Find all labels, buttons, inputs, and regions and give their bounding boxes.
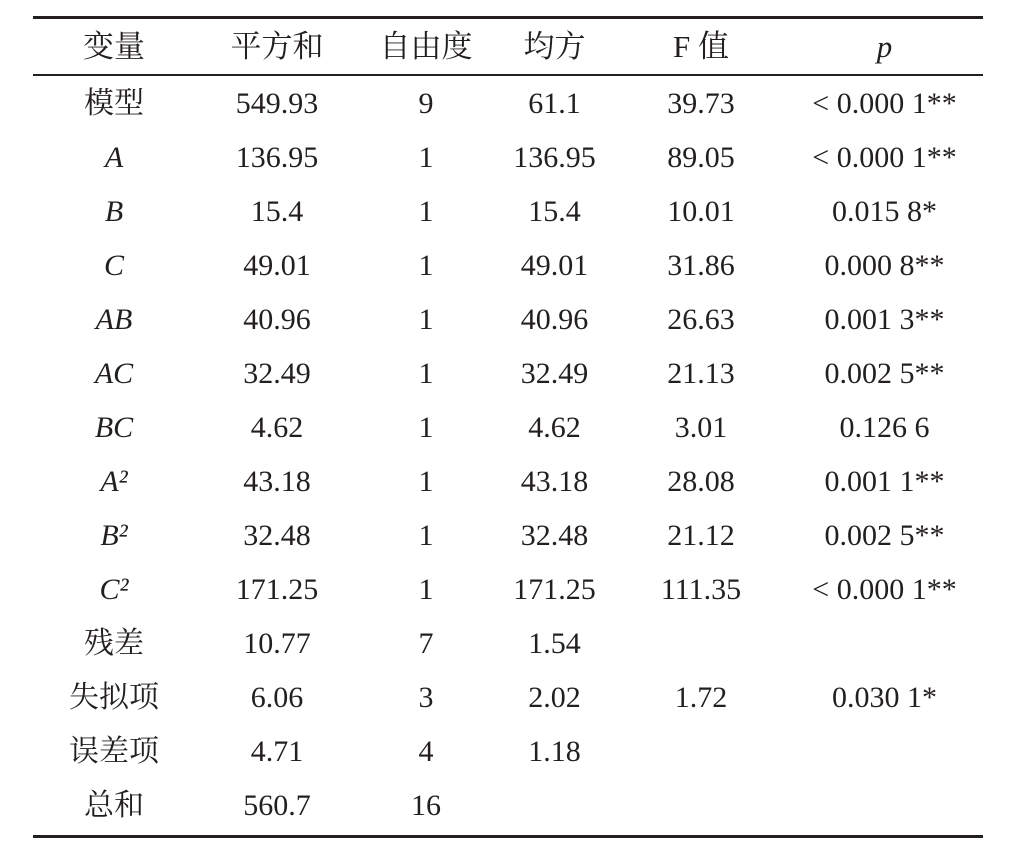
cell-variable: 总和 bbox=[84, 789, 144, 822]
cell-p-value: 0.000 8** bbox=[824, 249, 945, 282]
table-row bbox=[33, 185, 983, 239]
table-row bbox=[33, 401, 983, 455]
cell-degrees-of-freedom: 1 bbox=[418, 195, 434, 228]
cell-p-value: 0.001 3** bbox=[824, 303, 945, 336]
cell-variable: C bbox=[103, 249, 124, 282]
table-row bbox=[33, 77, 983, 131]
bottom-rule bbox=[33, 835, 983, 838]
cell-p-value: 0.001 1** bbox=[824, 465, 945, 498]
cell-variable: A bbox=[104, 141, 124, 174]
cell-sum-of-squares: 560.7 bbox=[243, 789, 311, 822]
cell-mean-square: 32.49 bbox=[520, 357, 589, 390]
cell-mean-square: 49.01 bbox=[520, 249, 589, 282]
cell-f-value: 3.01 bbox=[674, 411, 728, 444]
cell-p-value: < 0.000 1** bbox=[812, 141, 957, 174]
cell-p-value: < 0.000 1** bbox=[812, 573, 957, 606]
header-f-value: F 值 bbox=[673, 29, 729, 64]
cell-variable: 误差项 bbox=[69, 735, 159, 768]
table-body bbox=[33, 76, 983, 835]
cell-degrees-of-freedom: 7 bbox=[418, 627, 434, 660]
header-variable: 变量 bbox=[83, 29, 145, 64]
cell-p-value: 0.002 5** bbox=[824, 357, 945, 390]
cell-sum-of-squares: 49.01 bbox=[243, 249, 311, 282]
cell-degrees-of-freedom: 16 bbox=[411, 789, 441, 822]
cell-degrees-of-freedom: 1 bbox=[418, 465, 434, 498]
cell-sum-of-squares: 136.95 bbox=[235, 141, 319, 174]
table-row bbox=[33, 779, 983, 833]
cell-degrees-of-freedom: 1 bbox=[418, 573, 434, 606]
cell-degrees-of-freedom: 1 bbox=[418, 303, 434, 336]
cell-mean-square: 15.4 bbox=[528, 195, 581, 228]
cell-p-value: 0.015 8* bbox=[832, 195, 937, 228]
cell-mean-square: 136.95 bbox=[513, 141, 596, 174]
cell-sum-of-squares: 549.93 bbox=[235, 87, 319, 120]
cell-degrees-of-freedom: 1 bbox=[418, 519, 434, 552]
cell-sum-of-squares: 10.77 bbox=[243, 627, 311, 660]
table-row bbox=[33, 563, 983, 617]
cell-sum-of-squares: 15.4 bbox=[250, 195, 304, 228]
cell-variable: A² bbox=[100, 465, 128, 498]
cell-degrees-of-freedom: 1 bbox=[418, 357, 434, 390]
cell-p-value: 0.030 1* bbox=[832, 681, 937, 714]
cell-p-value: < 0.000 1** bbox=[812, 87, 957, 120]
table-row bbox=[33, 347, 983, 401]
cell-degrees-of-freedom: 3 bbox=[418, 681, 434, 714]
header-row bbox=[33, 19, 983, 74]
cell-variable: C² bbox=[99, 573, 129, 606]
cell-mean-square: 2.02 bbox=[528, 681, 581, 714]
cell-degrees-of-freedom: 9 bbox=[418, 87, 434, 120]
cell-mean-square: 43.18 bbox=[520, 465, 589, 498]
cell-mean-square: 1.54 bbox=[528, 627, 581, 660]
table-row bbox=[33, 725, 983, 779]
anova-table bbox=[33, 16, 983, 838]
cell-sum-of-squares: 43.18 bbox=[243, 465, 311, 498]
cell-variable: AB bbox=[95, 303, 133, 336]
cell-p-value: 0.126 6 bbox=[839, 411, 930, 444]
table-row bbox=[33, 131, 983, 185]
cell-sum-of-squares: 171.25 bbox=[235, 573, 319, 606]
cell-f-value: 1.72 bbox=[674, 681, 728, 714]
table-row bbox=[33, 455, 983, 509]
cell-sum-of-squares: 32.49 bbox=[243, 357, 311, 390]
cell-degrees-of-freedom: 1 bbox=[418, 411, 434, 444]
table-row bbox=[33, 239, 983, 293]
header-sum-of-squares: 平方和 bbox=[230, 29, 324, 64]
cell-sum-of-squares: 6.06 bbox=[250, 681, 304, 714]
cell-variable: 残差 bbox=[84, 627, 144, 660]
cell-variable: 失拟项 bbox=[69, 681, 159, 714]
table-row bbox=[33, 671, 983, 725]
cell-variable: B² bbox=[100, 519, 128, 552]
cell-p-value: 0.002 5** bbox=[824, 519, 945, 552]
table-row bbox=[33, 293, 983, 347]
table-row bbox=[33, 509, 983, 563]
cell-degrees-of-freedom: 1 bbox=[418, 249, 434, 282]
cell-mean-square: 40.96 bbox=[520, 303, 589, 336]
cell-f-value: 10.01 bbox=[667, 195, 735, 228]
cell-variable: AC bbox=[94, 357, 134, 390]
cell-variable: BC bbox=[94, 411, 134, 444]
cell-f-value: 89.05 bbox=[667, 141, 735, 174]
cell-sum-of-squares: 4.62 bbox=[250, 411, 304, 444]
cell-mean-square: 61.1 bbox=[528, 87, 581, 120]
cell-mean-square: 1.18 bbox=[528, 735, 581, 768]
cell-sum-of-squares: 4.71 bbox=[250, 735, 304, 768]
cell-f-value: 21.12 bbox=[667, 519, 735, 552]
cell-variable: B bbox=[104, 195, 124, 228]
cell-sum-of-squares: 32.48 bbox=[243, 519, 311, 552]
header-degrees-of-freedom: 自由度 bbox=[379, 29, 473, 64]
cell-f-value: 31.86 bbox=[667, 249, 735, 282]
cell-mean-square: 171.25 bbox=[513, 573, 596, 606]
table-row bbox=[33, 617, 983, 671]
cell-mean-square: 32.48 bbox=[520, 519, 589, 552]
cell-f-value: 26.63 bbox=[667, 303, 735, 336]
cell-f-value: 28.08 bbox=[667, 465, 735, 498]
cell-sum-of-squares: 40.96 bbox=[243, 303, 311, 336]
cell-degrees-of-freedom: 1 bbox=[418, 141, 434, 174]
cell-degrees-of-freedom: 4 bbox=[418, 735, 434, 768]
header-p-value: p bbox=[876, 29, 893, 64]
cell-variable: 模型 bbox=[84, 87, 144, 120]
cell-f-value: 21.13 bbox=[667, 357, 735, 390]
cell-f-value: 39.73 bbox=[667, 87, 735, 120]
cell-mean-square: 4.62 bbox=[528, 411, 581, 444]
cell-f-value: 111.35 bbox=[660, 573, 742, 606]
header-mean-square: 均方 bbox=[523, 29, 586, 64]
